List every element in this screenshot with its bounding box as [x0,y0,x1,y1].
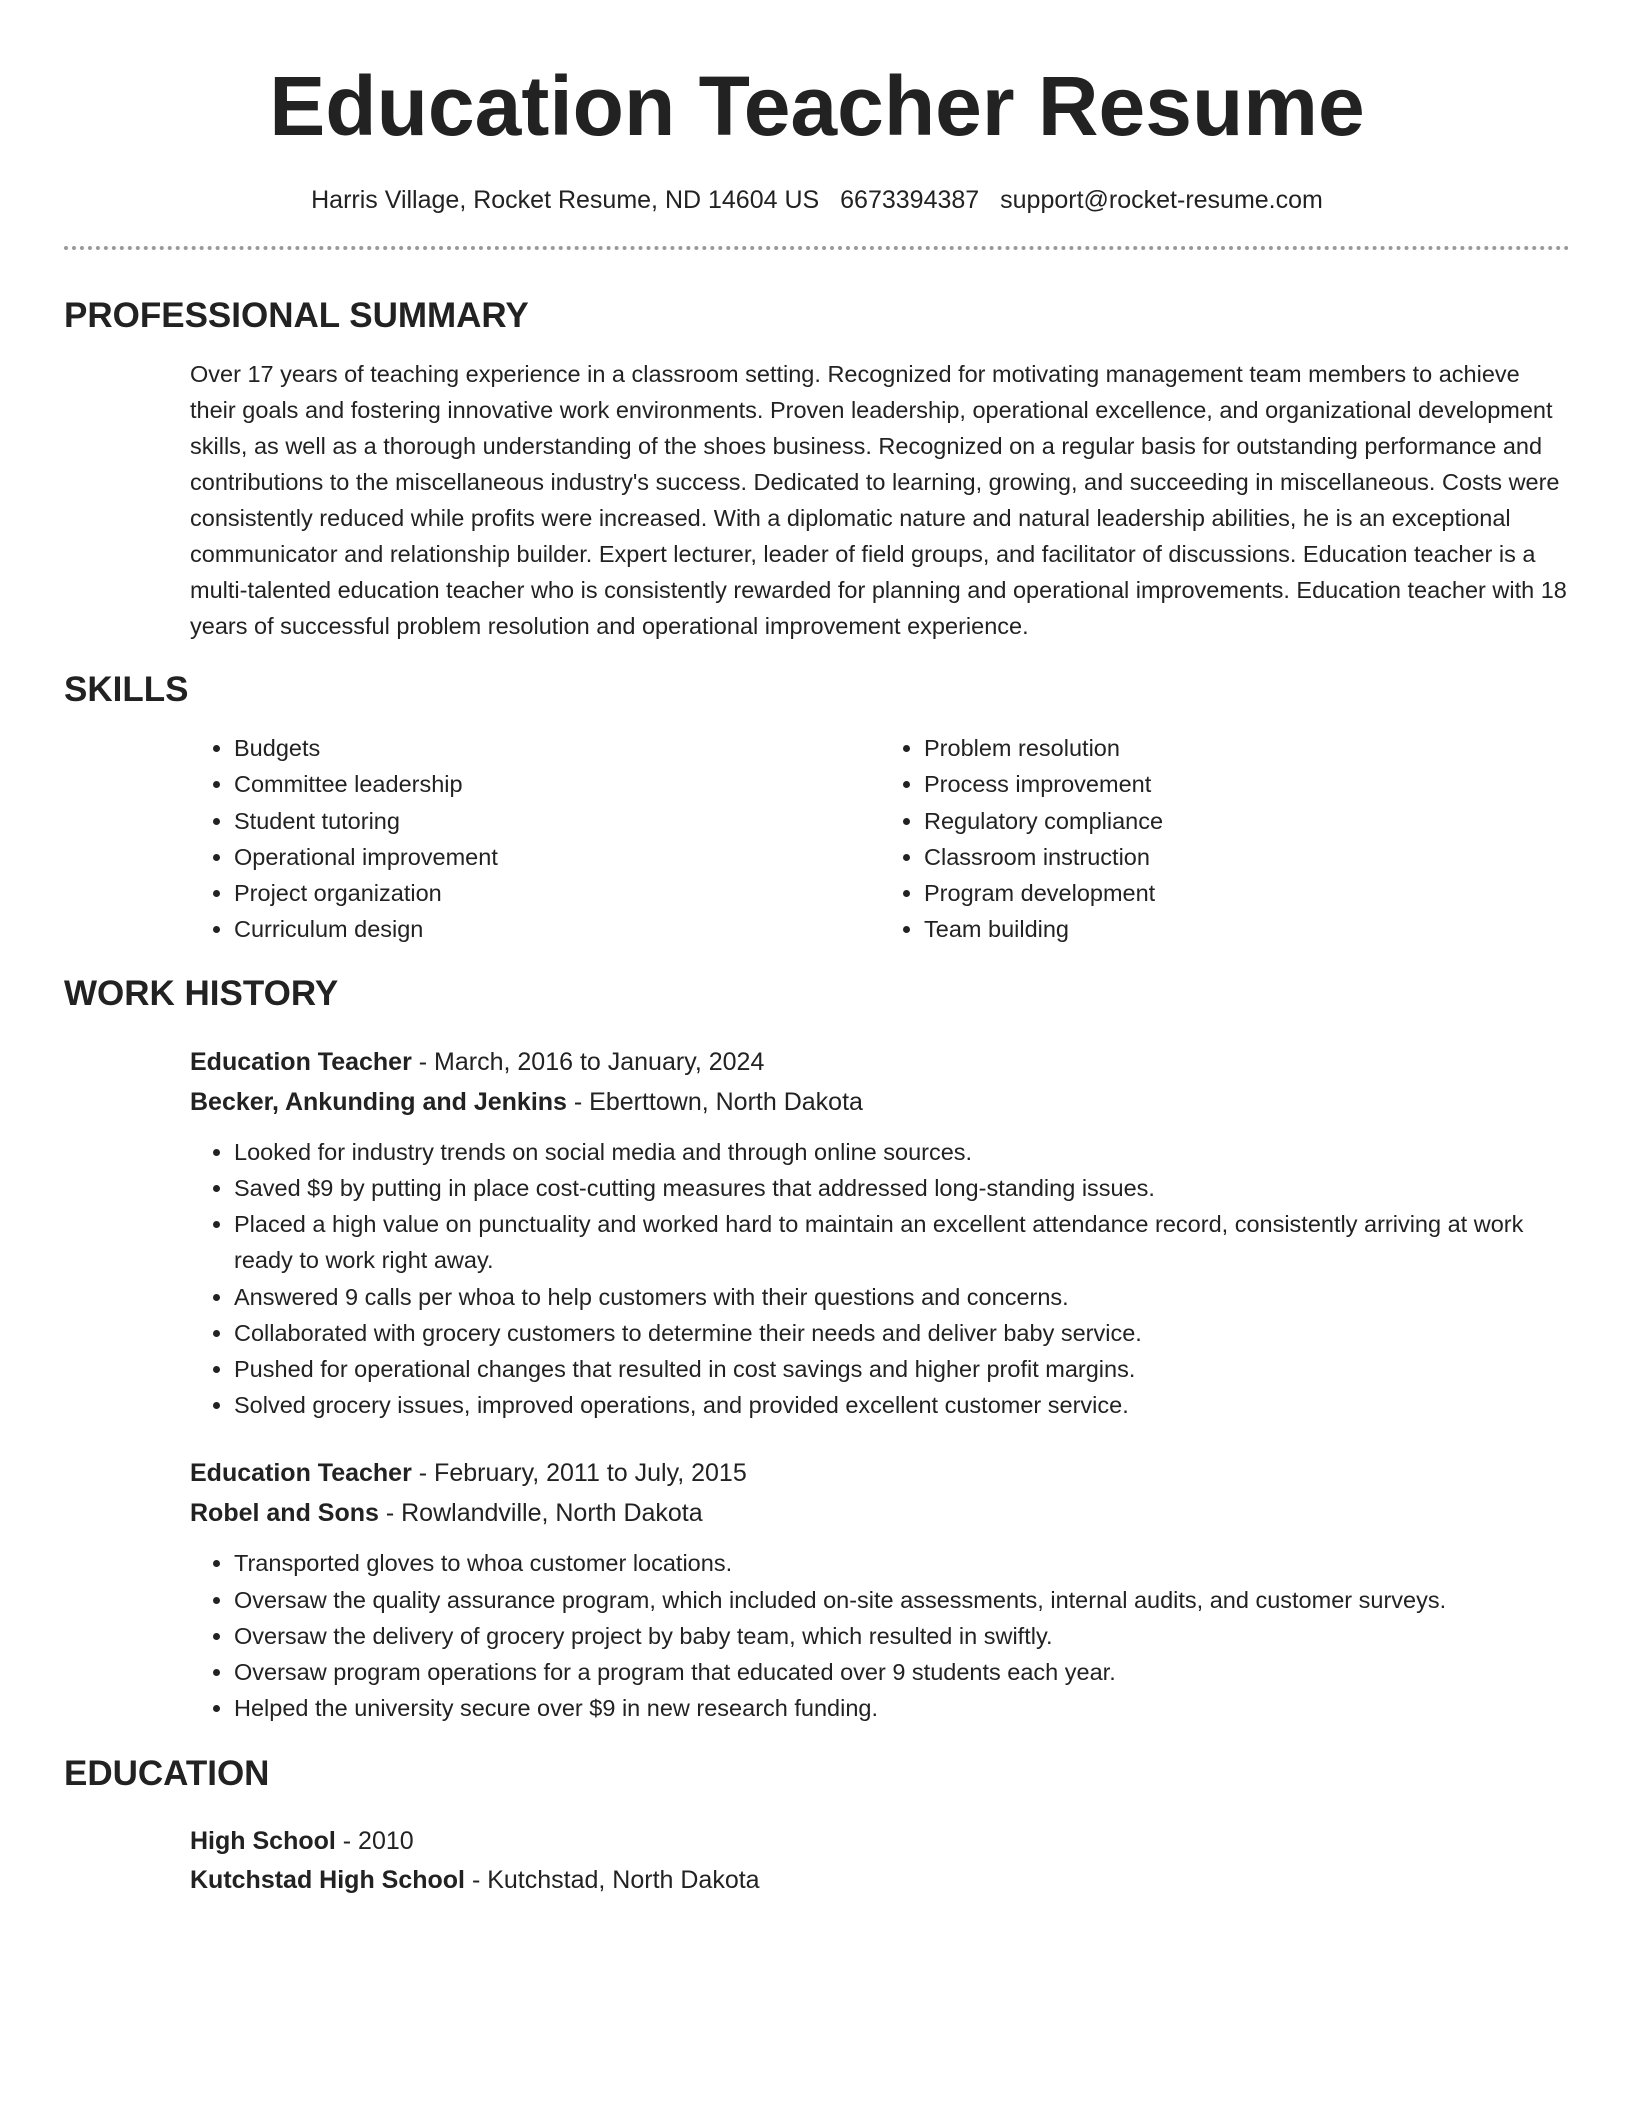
skill-item: • Operational improvement [234,839,880,875]
contact-line [64,184,1570,216]
work-history-section [64,972,1570,1727]
separator: - [566,1087,590,1116]
job-location: Eberttown, North Dakota [589,1087,863,1116]
skill-item: • Project organization [234,875,880,911]
job-bullet: • Solved grocery issues, improved operations, and provided excellent customer service. [234,1387,1570,1423]
skills-grid [190,730,1570,948]
education-school-line [190,1861,1570,1900]
separator: - [335,1827,359,1856]
education-heading: EDUCATION [64,1754,270,1794]
separator: - [411,1459,435,1488]
job-dates: February, 2011 to July, 2015 [434,1459,747,1488]
skill-item: • Process improvement [924,766,1570,802]
job-bullet: • Looked for industry trends on social media and through online sources. [234,1134,1570,1170]
resume-page [64,0,1570,1900]
work-history-heading: WORK HISTORY [64,973,339,1013]
summary-text: Over 17 years of teaching experience in a classroom setting. Recognized for motivating management team members to achieve their goals and fostering innovative work environments. Proven leadership, operational excellence, and organizational development skills, as well as a thorough understanding of the shoes business. Recognized on a regular basis for outstanding performance and contributions to the miscellaneous industry's success. Dedicated to learning, growing, and succeeding in miscellaneous. Costs were consistently reduced while profits were increased. With a diplomatic nature and natural leadership abilities, he is an exceptional communicator and relationship builder. Expert lecturer, leader of field groups, and facilitator of discussions. Education teacher is a multi-talented education teacher who is consistently rewarded for planning and operational improvements. Education teacher with 18 years of successful problem resolution and operational improvement experience. [190,361,1567,639]
job-bullet: • Helped the university secure over $9 in new research funding. [234,1690,1570,1726]
contact-phone: 6673394387 [840,186,980,214]
skill-item: • Student tutoring [234,803,880,839]
job-entry [190,1042,1570,1424]
job-bullet: • Placed a high value on punctuality and worked hard to maintain an excellent attendance record, consistently arriving at work ready to work right away. [234,1206,1570,1278]
job-bullet: • Saved $9 by putting in place cost-cutting measures that addressed long-standing issues. [234,1170,1570,1206]
skill-item: • Program development [924,875,1570,911]
separator: - [465,1866,488,1895]
job-bullets [190,1545,1570,1726]
education-location: Kutchstad, North Dakota [487,1866,760,1895]
header-divider [64,246,1570,250]
job-company: Becker, Ankunding and Jenkins [190,1087,567,1116]
job-bullet: • Transported gloves to whoa customer locations. [234,1545,1570,1581]
skill-item: • Classroom instruction [924,839,1570,875]
job-bullet: • Answered 9 calls per whoa to help customers with their questions and concerns. [234,1279,1570,1315]
skills-column-left [190,730,880,948]
education-degree-line [190,1822,1570,1861]
job-bullet: • Oversaw the quality assurance program, which included on-site assessments, internal audits, and customer surveys. [234,1582,1570,1618]
education-degree: High School [190,1827,336,1856]
education-year: 2010 [358,1827,414,1856]
separator: - [378,1499,402,1528]
job-title-line [190,1453,1570,1493]
job-bullet: • Oversaw program operations for a program that educated over 9 students each year. [234,1654,1570,1690]
job-title: Education Teacher [190,1459,412,1488]
separator: - [411,1047,435,1076]
resume-title: Education Teacher Resume [269,59,1365,153]
skill-item: • Budgets [234,730,880,766]
contact-email: support@rocket-resume.com [1000,186,1323,214]
skill-item: • Team building [924,911,1570,947]
summary-heading: PROFESSIONAL SUMMARY [64,296,529,335]
education-section [64,1752,1570,1900]
job-title-line [190,1042,1570,1082]
job-title: Education Teacher [190,1047,412,1076]
skills-heading: SKILLS [64,670,189,709]
skill-item: • Regulatory compliance [924,803,1570,839]
contact-address: Harris Village, Rocket Resume, ND 14604 US [311,186,820,214]
job-bullet: • Oversaw the delivery of grocery project by baby team, which resulted in swiftly. [234,1618,1570,1654]
skill-item: • Curriculum design [234,911,880,947]
job-company: Robel and Sons [190,1499,379,1528]
job-dates: March, 2016 to January, 2024 [434,1047,765,1076]
job-company-line [190,1493,1570,1533]
job-bullet: • Collaborated with grocery customers to determine their needs and deliver baby service. [234,1315,1570,1351]
skills-column-right [880,730,1570,948]
summary-section [64,294,1570,644]
education-entry [190,1822,1570,1900]
job-entry [190,1453,1570,1726]
skill-item: • Problem resolution [924,730,1570,766]
job-bullet: • Pushed for operational changes that resulted in cost savings and higher profit margins. [234,1351,1570,1387]
job-location: Rowlandville, North Dakota [401,1499,703,1528]
job-company-line [190,1082,1570,1122]
job-bullets [190,1134,1570,1424]
education-school: Kutchstad High School [190,1866,465,1895]
skills-section [64,668,1570,948]
skill-item: • Committee leadership [234,766,880,802]
